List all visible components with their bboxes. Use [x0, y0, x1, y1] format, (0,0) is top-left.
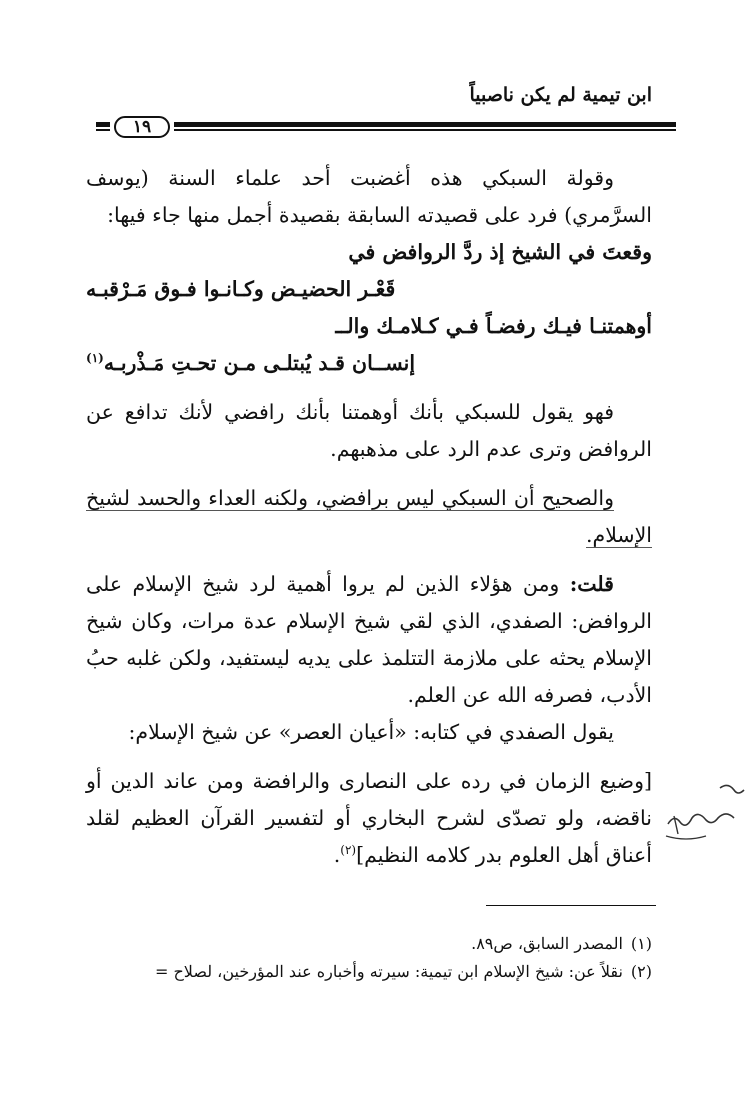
underlined-text: والصحيح أن السبكي ليس برافضي، ولكنه العداء والحسد لشيخ الإسلام.: [86, 486, 652, 547]
qultu-lead: قلت:: [569, 572, 614, 596]
margin-scribble-icon: [660, 780, 752, 870]
rule-left-segment: [96, 122, 110, 132]
paragraph-explanation: فهو يقول للسبكي بأنك أوهمتنا بأنك رافضي لأنك تدافع عن الروافض وترى عدم الرد على مذهبهم.: [86, 400, 652, 461]
handwritten-margin-note: [660, 780, 752, 870]
footnote-ref-2: (٢): [340, 843, 357, 858]
footnote-2: [86, 958, 652, 986]
footnote-separator: [486, 905, 656, 906]
footnote-ref-1: (١): [86, 351, 104, 366]
rule-right-segment: [174, 122, 676, 132]
paragraph-safadi-quote-intro: يقول الصفدي في كتابه: «أعيان العصر» عن شيخ الإسلام:: [128, 720, 614, 744]
paragraph-quote: [وضيع الزمان في رده على النصارى والرافضة ومن عاند الدين أو ناقضه، ولو تصدّى لشرح البخاري أو لتفسير القرآن العظيم لقلد أعناق أهل العلوم بدر كلامه النظيم]$^{(٢)}$.: [86, 769, 652, 867]
footnote-1-text: المصدر السابق، ص٨٩.: [471, 934, 623, 953]
footnote-2-text: نقلاً عن: شيخ الإسلام ابن تيمية: سيرته وأخباره عند المؤرخين، لصلاح =: [154, 962, 623, 981]
poem-block: [86, 234, 652, 382]
header-rule: [96, 116, 676, 140]
quote-text: [وضيع الزمان في رده على النصارى والرافضة ومن عاند الدين أو ناقضه، ولو تصدّى لشرح البخاري أو لتفسير القرآن العظيم لقلد أعناق أهل العلوم بدر كلامه النظيم]: [86, 769, 652, 867]
footnotes: [86, 930, 652, 986]
poem-line-1: وقعتَ في الشيخ إذ ردَّ الروافض في: [348, 240, 652, 264]
poem-line-3: أوهمتنـا فيـك رفضـاً فـي كـلامـك والــ: [335, 314, 652, 338]
page-number: ١٩: [114, 116, 170, 138]
paragraph-safadi-text: ومن هؤلاء الذين لم يروا أهمية لرد شيخ الإسلام على الروافض: الصفدي، الذي لقي شيخ الإسلام عدة مرات، وكان شيخ الإسلام يحثه على ملازمة التتلمذ على يديه ليستفيد، ولكن غلبه حبُ الأدب، فصرفه الله عن العلم.: [86, 572, 652, 707]
footnote-1-marker: (١): [630, 934, 652, 953]
paragraph-safadi: [86, 566, 652, 714]
body-text: [86, 160, 652, 874]
running-title: ابن تيمية لم يكن ناصبياً: [469, 84, 652, 106]
paragraph-correct-view: [86, 480, 652, 554]
footnote-1: [86, 930, 652, 958]
footnote-2-marker: (٢): [630, 962, 652, 981]
paragraph-sabki-reply: وقولة السبكي هذه أغضبت أحد علماء السنة (يوسف السرَّمري) فرد على قصيدته السابقة بقصيدة أجمل منها جاء فيها:: [86, 166, 652, 227]
poem-line-4-wrap: [86, 345, 652, 382]
poem-line-2: قَعْـر الحضيـض وكـانـوا فـوق مَـرْقبـه: [86, 277, 396, 301]
poem-line-4: إنســان قـد يُبتلـى مـن تحـتِ مَـذْربـه: [103, 351, 416, 375]
